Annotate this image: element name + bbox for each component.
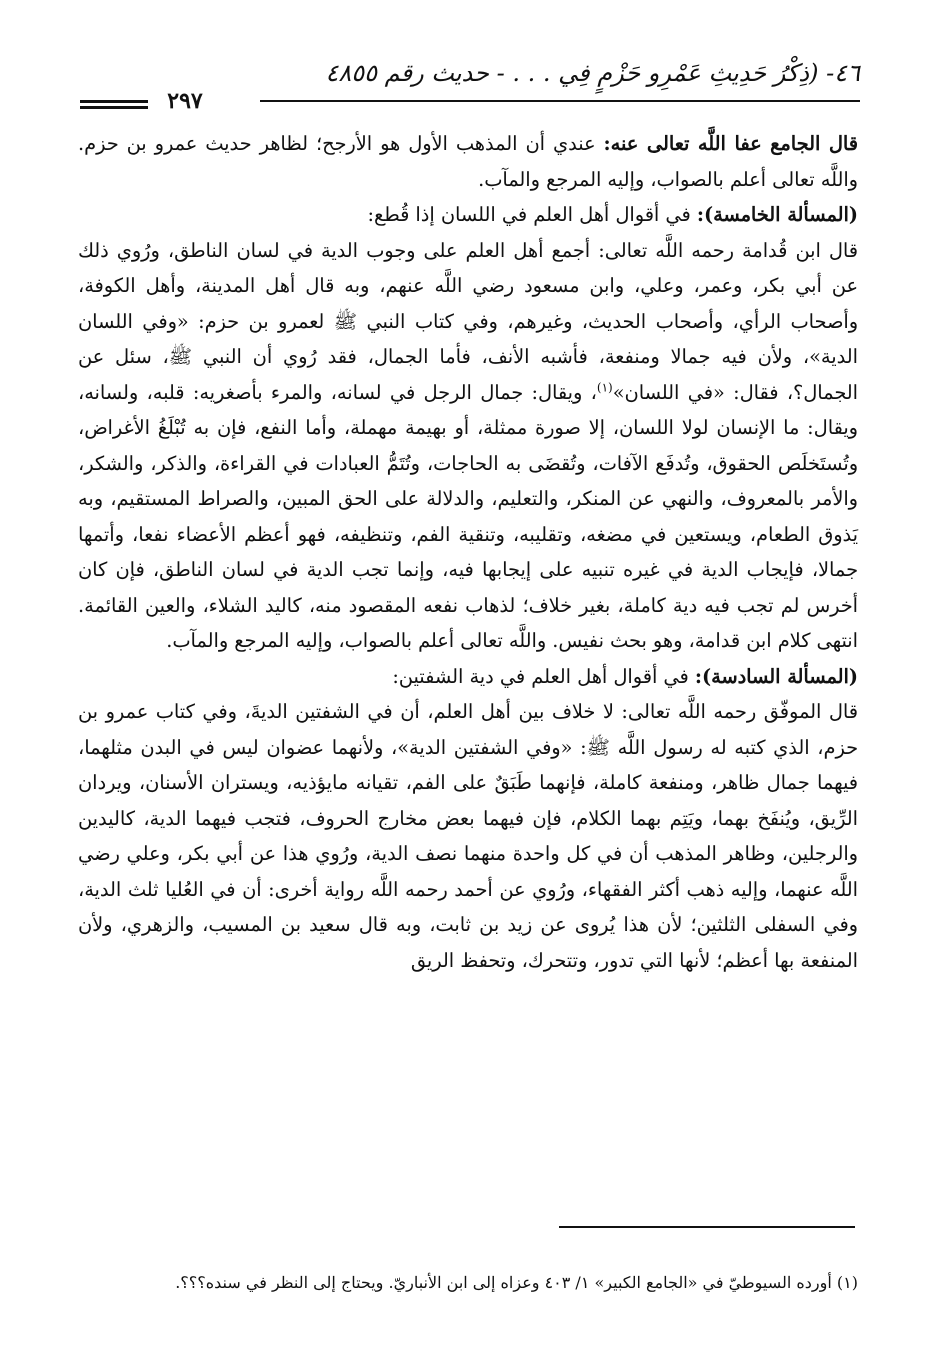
paragraph-lead: قال الجامع عفا اللَّه تعالى عنه: [603,132,858,155]
header-rule-right [260,100,860,102]
section-heading-fifth [78,197,858,233]
paragraph-muwaffaq [78,694,858,978]
paragraph-text: عندي أن المذهب الأول هو الأرجح؛ لظاهر حديث عمرو بن حزم. واللَّه تعالى أعلم بالصواب، وإليه المرجع والمآب. [78,132,858,191]
header-rule-left-bottom [80,106,148,109]
running-header-title: ٤٦- (ذِكْرُ حَدِيثِ عَمْرِو حَزْمٍ فِي . . . - حديث رقم ٤٨٥٥ [325,59,860,87]
footnote-reference[interactable]: (١) [596,380,613,395]
section-label: (المسألة السادسة): [694,664,858,688]
section-title: في أقوال أهل العلم في دية الشفتين: [392,664,695,688]
section-title: في أقوال أهل العلم في اللسان إذا قُطع: [367,203,697,226]
paragraph-ibn-qudama [78,233,858,659]
section-heading-sixth [78,659,858,695]
paragraph-conclusion [78,126,858,197]
paragraph-text-continued: ، ويقال: جمال الرجل في لسانه، والمرء بأصغريه: قلبه، ولسانه، ويقال: ما الإنسان لولا اللسان، إلا صورة ممثلة، أو بهيمة مهملة، وأما النفع، فإن به تُبْلَغُ الأغراض، وتُستَخلَص الحقوق، وتُدفَع الآفات، وتُقضَى به الحاجات، وتُتَمُّ العبادات في القراءة، والذكر، والشكر، والأمر بالمعروف، والنهي عن المنكر، والتعليم، والدلالة على الحق المبين، والصراط المستقيم، وبه يَذوق الطعام، ويستعين في مضغه، وتقليبه، وتنقية الفم، وتنظيفه، فهو أعظم الأعضاء نفعا، وأتمها جمالا، فإيجاب الدية في غيره تنبيه على إيجابها فيه، وإنما تجب الدية في لسان الناطق، فإن كان أخرس لم تجب فيه دية كاملة، بغير خلاف؛ لذهاب نفعه المقصود منه، كاليد الشلاء، والعين القائمة. انتهى كلام ابن قدامة، وهو بحث نفيس. واللَّه تعالى أعلم بالصواب، وإليه المرجع والمآب. [78,380,858,652]
page-number: ٢٩٧ [150,86,220,116]
section-label: (المسألة الخامسة): [696,203,858,226]
paragraph-text: قال الموفّق رحمه اللَّه تعالى: لا خلاف بين أهل العلم، أن في الشفتين الديةَ، وفي كتاب عمرو بن حزم، الذي كتبه له رسول اللَّه ﷺ: «وفي الشفتين الدية»، ولأنهما عضوان ليس في البدن مثلهما، فيهما جمال ظاهر، ومنفعة كاملة، فإنهما طَبَقٌ على الفم، تقيانه مايؤذيه، ويستران الأسنان، ويردان الرِّيق، ويُنفَخ بهما، ويَتِم بهما الكلام، فإن فيهما بعض مخارج الحروف، فتجب فيهما الدية، كاليدين والرجلين، وظاهر المذهب أن في كل واحدة منهما نصف الدية، ورُوي هذا عن أبي بكر، وعلي رضي اللَّه عنهما، وإليه ذهب أكثر الفقهاء، ورُوي عن أحمد رحمه اللَّه رواية أخرى: أن في العُليا ثلث الدية، وفي السفلى الثلثين؛ لأن هذا يُروى عن زيد بن ثابت، وبه قال سعيد بن المسيب، والزهري، ولأن المنفعة بها أعظم؛ لأنها التي تدور، وتتحرك، وتحفظ الريق [78,700,858,972]
footnote-1: (١) أورده السيوطيّ في «الجامع الكبير» ١/ ٤٠٣ وعزاه إلى ابن الأنباريّ. ويحتاج إلى النظر في سنده؟؟؟. [175,1273,858,1292]
paragraph-text: قال ابن قُدامة رحمه اللَّه تعالى: أجمع أهل العلم على وجوب الدية في لسان الناطق، ورُوي ذلك عن أبي بكر، وعمر، وعلي، وابن مسعود رضي اللَّه عنهم، وبه قال أهل المدينة، وأهل الكوفة، وأصحاب الرأي، وأصحاب الحديث، وغيرهم، وفي كتاب النبي ﷺ لعمرو بن حزم: «وفي اللسان الدية»، ولأن فيه جمالا ومنفعة، فأشبه الأنف، فأما الجمال، فقد رُوي أن النبي ﷺ، سئل عن الجمال؟، فقال: «في اللسان» [78,238,858,404]
header-rule-left-top [80,100,148,103]
main-text [78,126,858,978]
footnote-separator [559,1226,855,1228]
footnotes [78,1268,858,1298]
